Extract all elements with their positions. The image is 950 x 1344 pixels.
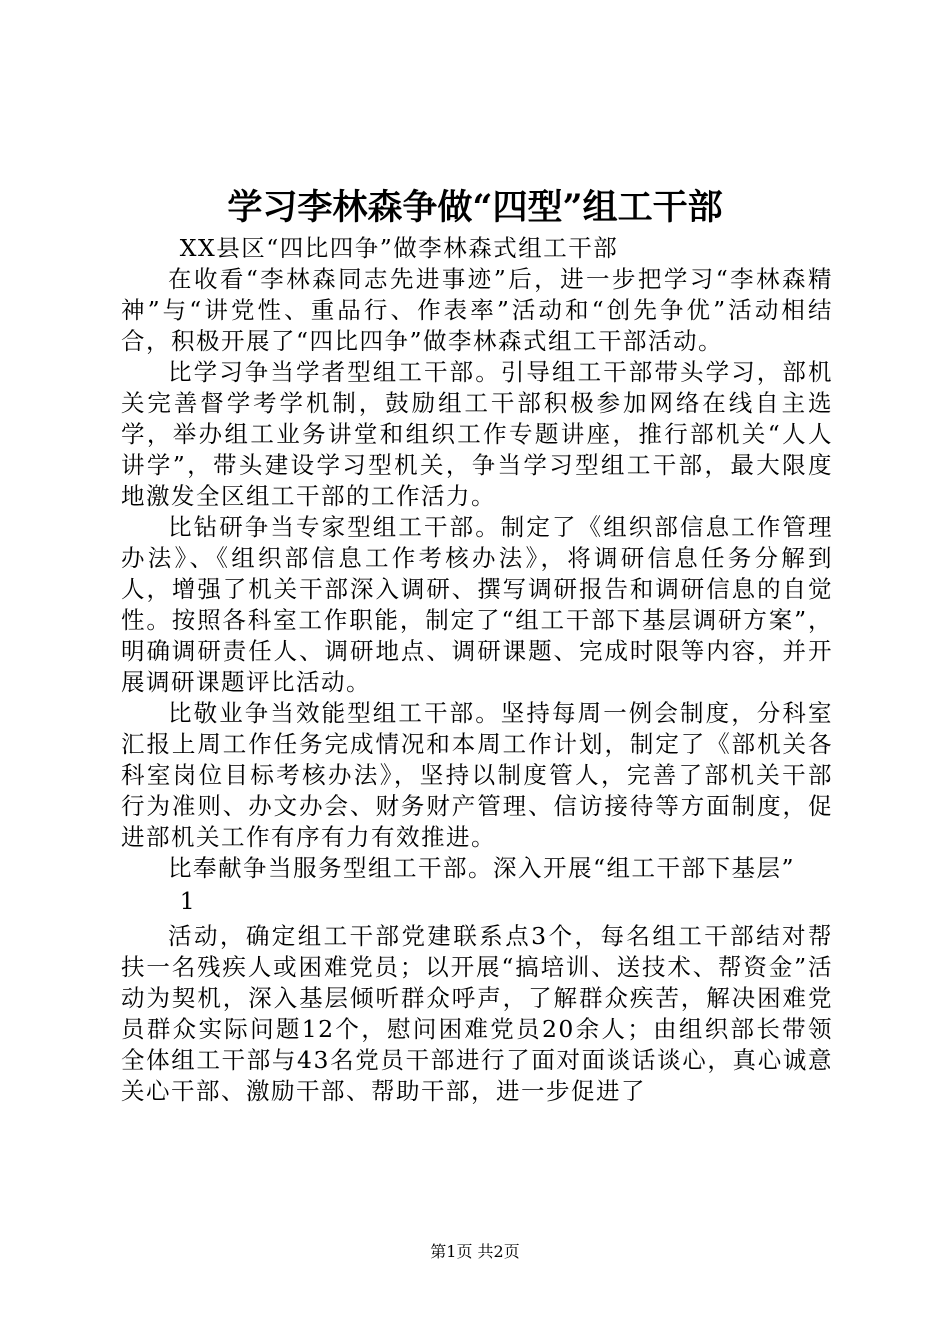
inline-page-number: 1 <box>179 887 197 915</box>
paragraph-research: 比钻研争当专家型组工干部。制定了《组织部信息工作管理办法》、《组织部信息工作考核办法》，将调研信息任务分解到人，增强了机关干部深入调研、撰写调研报告和调研信息的自觉性。按照各科室工作职能，制定了“组工干部下基层调研方案”，明确调研责任人、调研地点、调研课题、完成时限等内容，并开展调研课题评比活动。 <box>121 513 833 696</box>
paragraph-continuation: 活动，确定组工干部党建联系点3个，每名组工干部结对帮扶一名残疾人或困难党员；以开展“搞培训、送技术、帮资金”活动为契机，深入基层倾听群众呼声，了解群众疾苦，解决困难党员群众实际问题12个，慰问困难党员20余人；由组织部长带领全体组工干部与43名党员干部进行了面对面谈话谈心，真心诚意关心干部、激励干部、帮助干部，进一步促进了 <box>121 922 833 1105</box>
paragraph-study: 比学习争当学者型组工干部。引导组工干部带头学习，部机关完善督学考学机制，鼓励组工干部积极参加网络在线自主选学，举办组工业务讲堂和组织工作专题讲座，推行部机关“人人讲学”，带头建设学习型机关，争当学习型组工干部，最大限度地激发全区组工干部的工作活力。 <box>121 358 833 510</box>
paragraph-intro: 在收看“李林森同志先进事迹”后，进一步把学习“李林森精神”与“讲党性、重品行、作表率”活动和“创先争优”活动相结合，积极开展了“四比四争”做李林森式组工干部活动。 <box>121 265 833 355</box>
document-body <box>121 233 833 1107</box>
paragraph-service: 比奉献争当服务型组工干部。深入开展“组工干部下基层” <box>168 854 796 882</box>
paragraph-dedication: 比敬业争当效能型组工干部。坚持每周一例会制度，分科室汇报上周工作任务完成情况和本周工作计划，制定了《部机关各科室岗位目标考核办法》，坚持以制度管人，完善了部机关干部行为准则、办文办会、财务财产管理、信访接待等方面制度，促进部机关工作有序有力有效推进。 <box>121 699 833 851</box>
page-footer: 第1页 共2页 <box>430 1242 520 1261</box>
document-subtitle: XX县区“四比四争”做李林森式组工干部 <box>179 234 619 262</box>
document-title: 学习李林森争做“四型”组工干部 <box>227 187 723 228</box>
